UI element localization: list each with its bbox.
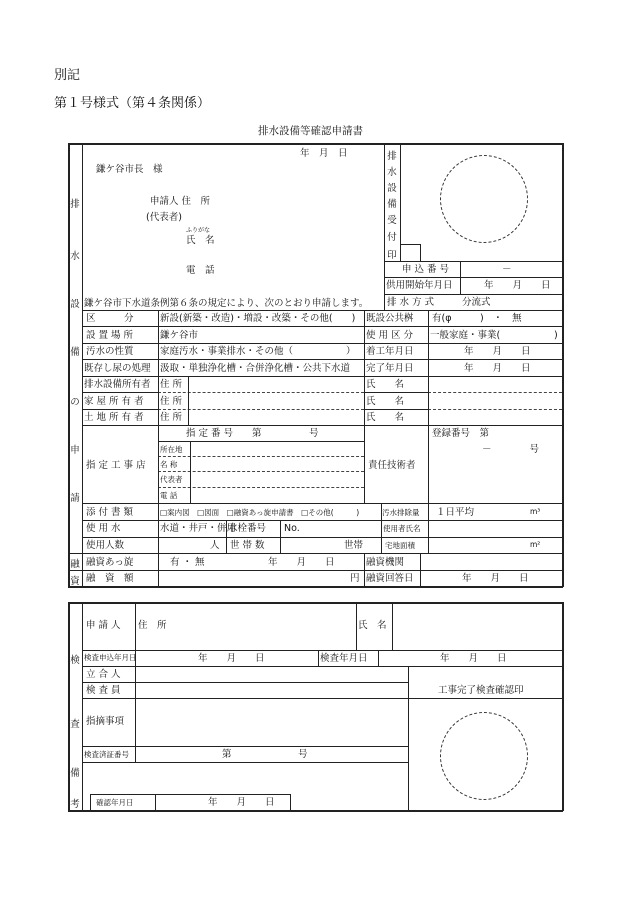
service-start-value[interactable]: 年 月 日: [484, 280, 551, 291]
drainage-method-value: 分流式: [462, 297, 491, 308]
discharge-label: 汚水排除量: [382, 508, 420, 517]
applicant-address-label: 申請人 住 所: [150, 196, 211, 207]
water-source-label: 使 用 水: [86, 523, 121, 534]
loan-mediation-value[interactable]: 有 ・ 無: [170, 557, 205, 568]
confirmation-date-label: 確認年月日: [96, 798, 134, 807]
lender-label: 融資機関: [366, 557, 405, 568]
applicant-name-label: 氏 名: [186, 235, 215, 246]
hydrant-label: 水栓番号: [228, 523, 267, 534]
category-label: 区 分: [86, 313, 134, 324]
water-source-value[interactable]: 水道・井戸・併用: [160, 523, 237, 534]
registration-label: 登録番号 第: [432, 428, 490, 439]
user-name-label: 使用者氏名: [383, 524, 421, 533]
construction-start-value[interactable]: 年 月 日: [464, 346, 531, 357]
existing-treatment-value[interactable]: 汲取・単独浄化槽・合併浄化槽・公共下水道: [160, 363, 351, 374]
public-basin-value[interactable]: 有(φ ) ・ 無: [432, 313, 522, 324]
registration-number[interactable]: － 号: [482, 444, 540, 455]
households-unit: 世帯: [344, 540, 364, 551]
findings-label: 指摘事項: [86, 716, 125, 727]
loan-reply-value[interactable]: 年 月 日: [462, 573, 529, 584]
attachments-label: 添 付 書 類: [86, 507, 134, 518]
applicant-phone-label: 電 話: [186, 265, 215, 276]
discharge-value[interactable]: １日平均: [436, 507, 475, 518]
addressee: 鎌ケ谷市長 様: [96, 164, 163, 175]
land-area-label: 宅地面積: [385, 541, 415, 550]
drainage-method-label: 排 水 方 式: [387, 297, 435, 308]
engineer-label: 責任技術者: [368, 460, 416, 471]
completion-stamp-circle: [440, 712, 528, 800]
loan-reply-label: 融資回答日: [366, 573, 414, 584]
location-label: 設 置 場 所: [86, 330, 134, 341]
page-title: 排水設備等確認申請書: [258, 125, 363, 137]
application-number-value[interactable]: －: [502, 264, 512, 275]
wastewater-nature-value[interactable]: 家庭汚水・事業排水・その他（: [160, 346, 294, 357]
loan-amount-unit: 円: [350, 573, 360, 584]
use-category-close: ): [554, 330, 558, 341]
wastewater-nature-close: ）: [346, 346, 356, 357]
completion-date-value[interactable]: 年 月 日: [464, 363, 531, 374]
inspection-applicant-label: 申 請 人: [86, 620, 121, 631]
furigana-label: ふりがな: [186, 227, 211, 234]
use-category-value[interactable]: 一般家庭・事業(: [430, 330, 501, 341]
application-date: 年 月 日: [300, 148, 348, 159]
land-area-unit: m²: [530, 540, 541, 549]
use-category-label: 使 用 区 分: [366, 330, 414, 341]
application-number-label: 申 込 番 号: [402, 264, 450, 275]
designated-number[interactable]: 指 定 番 号 第 号: [186, 428, 319, 439]
wastewater-nature-label: 汚水の性質: [86, 346, 134, 357]
users-label: 使用人数: [86, 540, 125, 551]
households-label: 世 帯 数: [230, 540, 265, 551]
construction-start-label: 着工年月日: [366, 346, 414, 357]
users-unit: 人: [210, 540, 220, 551]
loan-mediation-label: 融資あっ旋: [86, 557, 134, 568]
inspection-date-value[interactable]: 年 月 日: [440, 653, 507, 664]
completion-stamp-label: 工事完了検査確認印: [438, 685, 524, 696]
service-start-label: 供用開始年月日: [386, 280, 453, 291]
completion-date-label: 完了年月日: [366, 363, 414, 374]
public-basin-label: 既設公共桝: [366, 313, 414, 324]
loan-mediation-date[interactable]: 年 月 日: [268, 557, 335, 568]
inspection-request-date-label: 検査申込年月日: [84, 653, 137, 662]
location-value[interactable]: 鎌ケ谷市: [160, 330, 199, 341]
category-value[interactable]: 新設(新築・改造)・増設・改築・その他( ): [160, 313, 356, 324]
contractor-phone-label: 電 話: [160, 491, 178, 500]
confirmation-date-value[interactable]: 年 月 日: [208, 797, 275, 808]
attachments-value[interactable]: □案内図 □図面 □融資あっ旋申請書 □その他( ): [160, 508, 360, 517]
certificate-number-label: 検査済証番号: [84, 750, 129, 759]
loan-amount-label: 融 資 額: [86, 573, 134, 584]
inspector-label: 検 査 員: [86, 685, 121, 696]
contractor-rep-label: 代表者: [160, 475, 183, 484]
contractor-label: 指 定 工 事 店: [86, 460, 146, 471]
statement-text: 鎌ケ谷市下水道条例第６条の規定により、次のとおり申請します。: [84, 298, 369, 309]
discharge-unit: m³: [530, 507, 541, 516]
contractor-name-label: 名 称: [160, 460, 178, 469]
contractor-address-label: 所在地: [160, 445, 183, 454]
receipt-stamp-circle: [440, 155, 528, 243]
hydrant-value[interactable]: No.: [284, 523, 300, 534]
inspection-request-date-value[interactable]: 年 月 日: [198, 653, 265, 664]
representative-label: (代表者): [146, 212, 182, 223]
inspection-address-label: 住 所: [138, 620, 167, 631]
inspection-name-label: 氏 名: [358, 620, 387, 631]
form-number: 第１号様式（第４条関係）: [54, 96, 211, 111]
existing-treatment-label: 既存し尿の処理: [84, 363, 151, 374]
inspection-date-label: 検査年月日: [320, 653, 368, 664]
certificate-number-value[interactable]: 第 号: [222, 749, 308, 760]
appendix-label: 別記: [54, 68, 81, 83]
witness-label: 立 合 人: [86, 669, 121, 680]
